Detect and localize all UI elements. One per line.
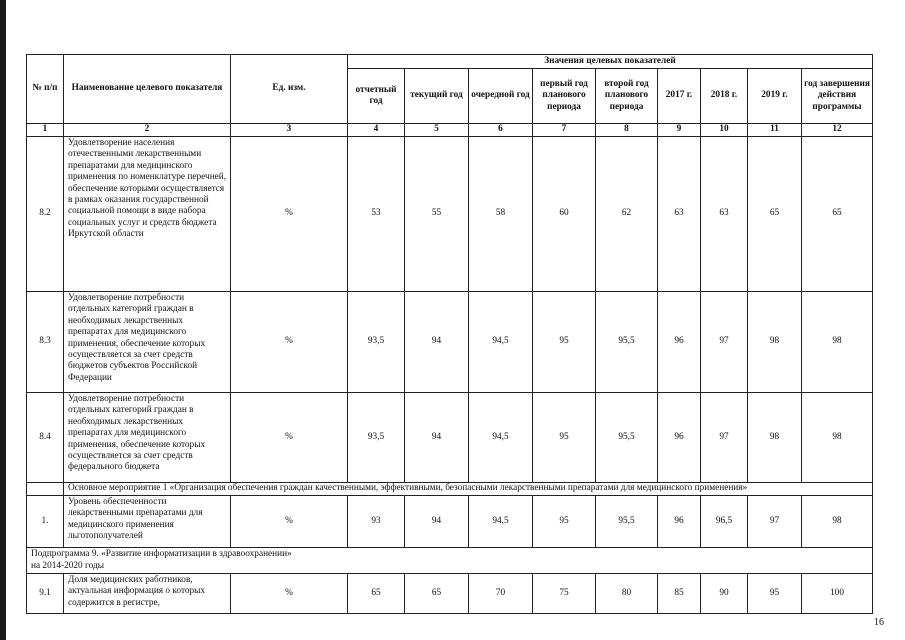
col-number: 7 (533, 124, 596, 137)
value-cell: 80 (596, 574, 658, 614)
row-unit: % (231, 574, 348, 614)
row-name: Удовлетворение потребности отдельных категорий граждан в необходимых лекарственных препаратах для медицинского применения, обеспечение которых осуществляется за счет средств федерального бюджета (64, 393, 231, 483)
page-number: 16 (874, 617, 884, 628)
value-cell: 94 (405, 496, 469, 548)
col-number: 8 (596, 124, 658, 137)
table-row (27, 292, 873, 393)
value-cell: 65 (348, 574, 405, 614)
value-cell: 98 (802, 292, 873, 393)
value-cell: 95 (533, 496, 596, 548)
col-number: 6 (469, 124, 533, 137)
value-cell: 95 (533, 393, 596, 483)
header-col: 2019 г. (748, 69, 802, 124)
col-number: 10 (701, 124, 748, 137)
table-row (27, 496, 873, 548)
scan-edge-bar (0, 0, 6, 640)
header-col: первый год планового периода (533, 69, 596, 124)
section-row (27, 548, 873, 574)
value-cell: 96,5 (701, 496, 748, 548)
section-row (27, 483, 873, 496)
header-col: очередной год (469, 69, 533, 124)
value-cell: 97 (701, 393, 748, 483)
column-number-row (27, 124, 873, 137)
value-cell: 63 (701, 137, 748, 292)
value-cell: 75 (533, 574, 596, 614)
value-cell: 62 (596, 137, 658, 292)
row-num: 9.1 (27, 574, 64, 614)
value-cell: 94,5 (469, 393, 533, 483)
col-number: 1 (27, 124, 64, 137)
header-col: отчетный год (348, 69, 405, 124)
section-title: Основное мероприятие 1 «Организация обеспечения граждан качественными, эффективными, безопасными лекарственными препаратами для медицинского применения» (64, 483, 873, 496)
header-unit: Ед. изм. (231, 55, 348, 124)
value-cell: 97 (748, 496, 802, 548)
value-cell: 95,5 (596, 292, 658, 393)
row-unit: % (231, 137, 348, 292)
value-cell: 60 (533, 137, 596, 292)
value-cell: 95,5 (596, 496, 658, 548)
header-col: второй год планового периода (596, 69, 658, 124)
col-number: 2 (64, 124, 231, 137)
value-cell: 93,5 (348, 292, 405, 393)
header-col: 2017 г. (658, 69, 701, 124)
value-cell: 93 (348, 496, 405, 548)
header-num: № п/п (27, 55, 64, 124)
value-cell: 65 (748, 137, 802, 292)
header-col: 2018 г. (701, 69, 748, 124)
indicators-table (26, 54, 873, 614)
table-row (27, 137, 873, 292)
row-name: Уровень обеспеченности лекарственными препаратами для медицинского применения льготополучателей (64, 496, 231, 548)
row-name: Удовлетворение населения отечественными лекарственными препаратами для медицинского применения по номенклатуре перечней, обеспечение которыми осуществляется в рамках оказания государственной социальной помощи в виде набора социальных услуг и средств бюджета Иркутской области (64, 137, 231, 292)
row-num: 8.4 (27, 393, 64, 483)
value-cell: 70 (469, 574, 533, 614)
row-unit: % (231, 292, 348, 393)
value-cell: 100 (802, 574, 873, 614)
value-cell: 96 (658, 292, 701, 393)
header-group: Значения целевых показателей (348, 55, 873, 69)
col-number: 9 (658, 124, 701, 137)
value-cell: 85 (658, 574, 701, 614)
subprogram-title-line1: Подпрограмма 9. «Развитие информатизации в здравоохранении» (31, 549, 292, 560)
value-cell: 94,5 (469, 496, 533, 548)
value-cell: 63 (658, 137, 701, 292)
subprogram-title (27, 548, 873, 574)
value-cell: 95,5 (596, 393, 658, 483)
header-col: год завершения действия программы (802, 69, 873, 124)
value-cell: 98 (748, 393, 802, 483)
col-number: 12 (802, 124, 873, 137)
col-number: 5 (405, 124, 469, 137)
row-unit: % (231, 496, 348, 548)
value-cell: 94,5 (469, 292, 533, 393)
value-cell: 93,5 (348, 393, 405, 483)
subprogram-title-line2: на 2014-2020 годы (31, 560, 104, 571)
row-name: Доля медицинских работников, актуальная информация о которых содержится в регистре, (64, 574, 231, 614)
header-col: текущий год (405, 69, 469, 124)
value-cell: 97 (701, 292, 748, 393)
value-cell: 55 (405, 137, 469, 292)
value-cell: 65 (802, 137, 873, 292)
value-cell: 58 (469, 137, 533, 292)
value-cell: 65 (405, 574, 469, 614)
table-row (27, 574, 873, 614)
col-number: 3 (231, 124, 348, 137)
value-cell: 96 (658, 393, 701, 483)
value-cell: 90 (701, 574, 748, 614)
row-num: 8.2 (27, 137, 64, 292)
value-cell: 95 (748, 574, 802, 614)
value-cell: 98 (802, 496, 873, 548)
value-cell: 98 (802, 393, 873, 483)
row-num: 8.3 (27, 292, 64, 393)
value-cell: 94 (405, 393, 469, 483)
row-name: Удовлетворение потребности отдельных категорий граждан в необходимых лекарственных препаратах для медицинского применения, обеспечение которых осуществляется за счет средств бюджетов субъектов Российской Федерации (64, 292, 231, 393)
value-cell: 94 (405, 292, 469, 393)
header-name: Наименование целевого показателя (64, 55, 231, 124)
value-cell: 95 (533, 292, 596, 393)
value-cell: 98 (748, 292, 802, 393)
col-number: 11 (748, 124, 802, 137)
value-cell: 53 (348, 137, 405, 292)
row-num: 1. (27, 496, 64, 548)
row-unit: % (231, 393, 348, 483)
value-cell: 96 (658, 496, 701, 548)
table-row (27, 393, 873, 483)
col-number: 4 (348, 124, 405, 137)
